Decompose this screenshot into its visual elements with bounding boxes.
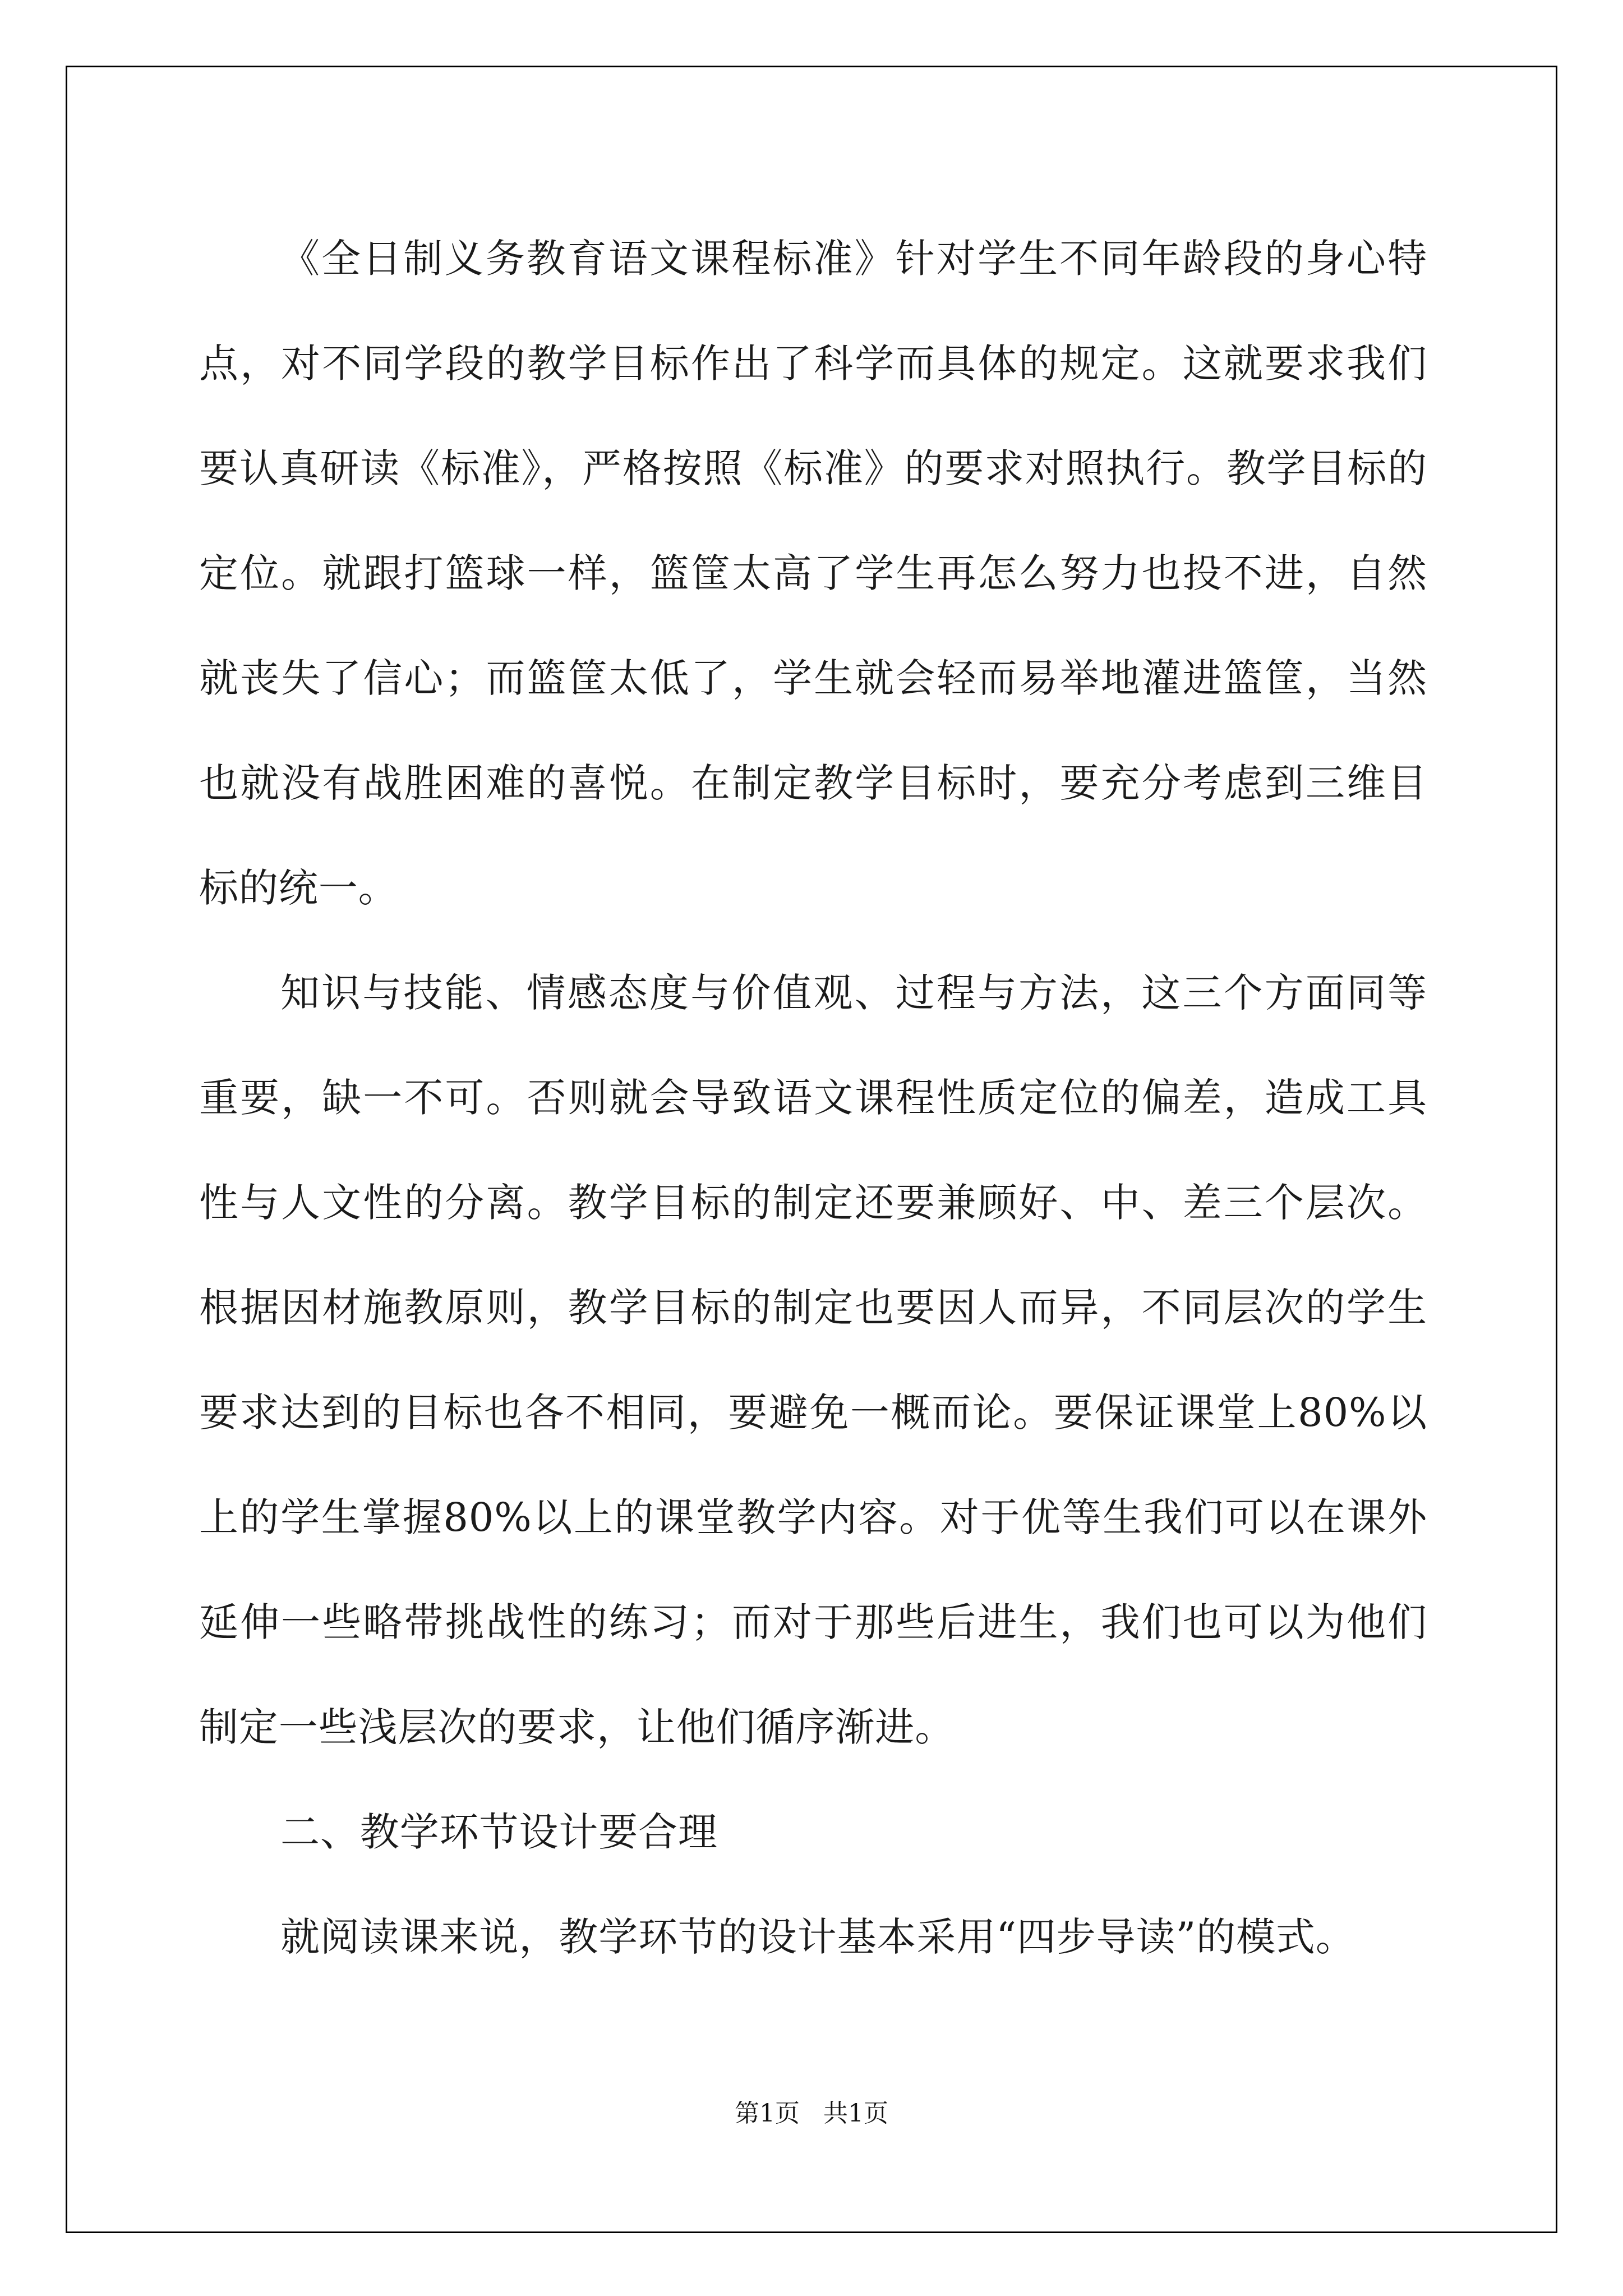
page-footer: 第1页 共1页 <box>735 2099 888 2128</box>
section-heading-teaching-steps: 二、教学环节设计要合理 <box>280 1809 718 1855</box>
paragraph-curriculum-standard: 《全日制义务教育语文课程标准》针对学生不同年龄段的身心特点，对不同学段的教学目标作出了科学而具体的规定。这就要求我们要认真研读《标准》，严格按照《标准》的要求对照执行。教学目标的定位。就跟打篮球一样，篮筐太高了学生再怎么努力也投不进，自然就丧失了信心；而篮筐太低了，学生就会轻而易举地灌进篮筐，当然也就没有战胜困难的喜悦。在制定教学目标时，要充分考虑到三维目标的统一。 <box>199 236 1427 911</box>
paragraph-reading-lesson: 就阅读课来说，教学环节的设计基本采用“四步导读”的模式。 <box>280 1914 1355 1960</box>
paragraph-three-dimensional-goals: 知识与技能、情感态度与价值观、过程与方法，这三个方面同等重要，缺一不可。否则就会导致语文课程性质定位的偏差，造成工具性与人文性的分离。教学目标的制定还要兼顾好、中、差三个层次。根据因材施教原则，教学目标的制定也要因人而异，不同层次的学生要求达到的目标也各不相同，要避免一概而论。要保证课堂上80%以上的学生掌握80%以上的课堂教学内容。对于优等生我们可以在课外延伸一些略带挑战性的练习；而对于那些后进生，我们也可以为他们制定一些浅层次的要求，让他们循序渐进。 <box>199 970 1427 1750</box>
document-body <box>199 206 1427 1990</box>
